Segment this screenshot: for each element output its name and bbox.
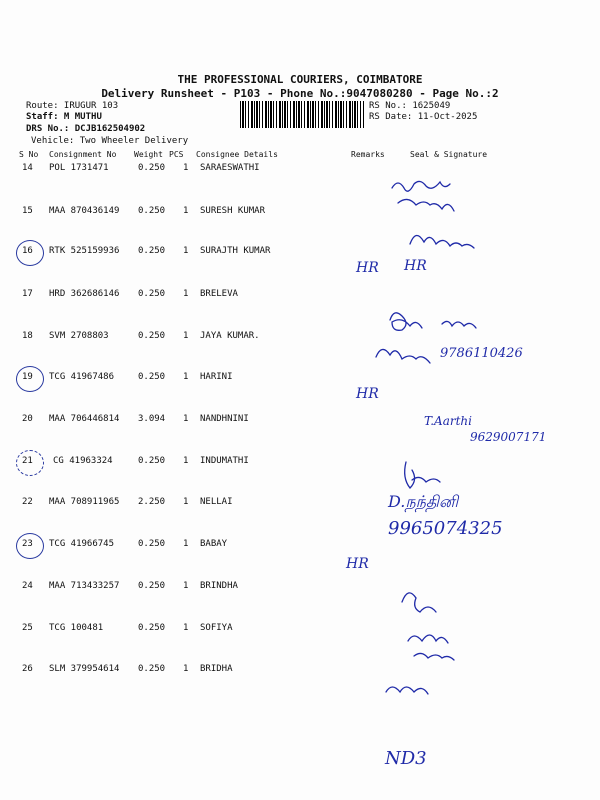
row-weight: 0.250 xyxy=(138,206,166,216)
row-consignment: MAA 708911965 xyxy=(49,497,120,507)
row-weight: 0.250 xyxy=(138,539,166,549)
row-consignee: HARINI xyxy=(200,372,233,382)
row-sno: 15 xyxy=(22,206,33,216)
row-sno: 24 xyxy=(22,581,33,591)
row-consignment: SLM 379954614 xyxy=(49,664,120,674)
row-consignment: MAA 713433257 xyxy=(49,581,120,591)
row-pcs: 1 xyxy=(183,414,189,424)
row-sno: 17 xyxy=(22,289,33,299)
row-consignee: SURAJTH KUMAR xyxy=(200,246,271,256)
handwritten-hr: HR xyxy=(356,260,379,276)
row-weight: 0.250 xyxy=(138,331,166,341)
handwritten-hr-mark: HR xyxy=(404,258,427,274)
signature-scribble xyxy=(390,313,422,331)
signature-scribble xyxy=(398,199,454,211)
row-consignee: BRINDHA xyxy=(200,581,238,591)
handwritten-phone: 9629007171 xyxy=(470,430,547,444)
drs-label: DRS No.: DCJB162504902 xyxy=(26,124,146,134)
signature-scribble xyxy=(442,321,476,328)
row-pcs: 1 xyxy=(183,539,189,549)
signature-scribble xyxy=(402,593,436,612)
row-sno: 19 xyxy=(22,372,33,382)
row-consignee: INDUMATHI xyxy=(200,456,249,466)
staff-label: Staff: M MUTHU xyxy=(26,112,102,122)
row-sno: 23 xyxy=(22,539,33,549)
row-pcs: 1 xyxy=(183,372,189,382)
company-title: THE PROFESSIONAL COURIERS, COIMBATORE xyxy=(177,73,423,86)
row-pcs: 1 xyxy=(183,623,189,633)
row-pcs: 1 xyxy=(183,456,189,466)
signature-scribble xyxy=(405,462,415,488)
row-pcs: 1 xyxy=(183,581,189,591)
row-pcs: 1 xyxy=(183,664,189,674)
row-consignment: SVM 2708803 xyxy=(49,331,109,341)
handwritten-nd3: ND3 xyxy=(385,748,427,769)
row-consignee: SOFIYA xyxy=(200,623,233,633)
row-weight: 0.250 xyxy=(138,372,166,382)
row-consignment: TCG 41967486 xyxy=(49,372,115,382)
signature-scribble xyxy=(408,635,448,643)
row-pcs: 1 xyxy=(183,206,189,216)
handwritten-phone: 9786110426 xyxy=(440,346,523,361)
row-weight: 0.250 xyxy=(138,581,166,591)
row-pcs: 1 xyxy=(183,331,189,341)
row-consignment: MAA 706446814 xyxy=(49,414,120,424)
row-consignment: POL 1731471 xyxy=(49,163,109,173)
col-weight: Weight xyxy=(134,150,163,159)
route-label: Route: IRUGUR 103 xyxy=(26,101,119,111)
row-pcs: 1 xyxy=(183,497,189,507)
row-sno: 20 xyxy=(22,414,33,424)
handwritten-hr: HR xyxy=(356,386,379,402)
row-sno: 26 xyxy=(22,664,33,674)
row-weight: 0.250 xyxy=(138,456,166,466)
row-pcs: 1 xyxy=(183,163,189,173)
row-sno: 21 xyxy=(22,456,33,466)
col-consignee: Consignee Details xyxy=(196,150,278,159)
runsheet-title: Delivery Runsheet - P103 - Phone No.:9047080280 - Page No.:2 xyxy=(101,87,499,100)
col-pcs: PCS xyxy=(169,150,184,159)
row-sno: 22 xyxy=(22,497,33,507)
rs-number: RS No.: 1625049 xyxy=(369,101,451,111)
col-seal-signature: Seal & Signature xyxy=(410,150,488,159)
row-consignee: SURESH KUMAR xyxy=(200,206,266,216)
row-sno: 14 xyxy=(22,163,33,173)
handwritten-hr: HR xyxy=(346,556,369,572)
signature-scribble xyxy=(414,653,454,660)
row-sno: 18 xyxy=(22,331,33,341)
row-consignment: TCG 100481 xyxy=(49,623,104,633)
row-consignee: NANDHNINI xyxy=(200,414,249,424)
row-sno: 16 xyxy=(22,246,33,256)
row-consignment: HRD 362686146 xyxy=(49,289,120,299)
signature-scribble xyxy=(392,181,450,191)
col-consignment: Consignment No xyxy=(49,150,117,159)
row-consignment: RTK 525159936 xyxy=(49,246,120,256)
row-pcs: 1 xyxy=(183,246,189,256)
signature-scribble xyxy=(412,477,440,482)
row-consignee: BABAY xyxy=(200,539,228,549)
row-weight: 0.250 xyxy=(138,289,166,299)
row-consignee: BRIDHA xyxy=(200,664,233,674)
row-consignment: TCG 41966745 xyxy=(49,539,115,549)
row-weight: 3.094 xyxy=(138,414,166,424)
col-sno: S No xyxy=(19,150,39,159)
row-consignee: JAYA KUMAR. xyxy=(200,331,260,341)
signature-scribble xyxy=(386,687,428,694)
handwritten-tamil-name: D.நந்தினி xyxy=(388,492,459,511)
signature-scribble xyxy=(376,349,430,363)
rs-date: RS Date: 11-Oct-2025 xyxy=(369,112,478,122)
signature-scribble xyxy=(410,235,474,248)
row-pcs: 1 xyxy=(183,289,189,299)
row-weight: 2.250 xyxy=(138,497,166,507)
row-weight: 0.250 xyxy=(138,246,166,256)
col-remarks: Remarks xyxy=(351,150,385,159)
handwritten-phone: 9965074325 xyxy=(388,518,503,539)
vehicle-label: Vehicle: Two Wheeler Delivery xyxy=(31,136,189,146)
row-consignment: MAA 870436149 xyxy=(49,206,120,216)
row-weight: 0.250 xyxy=(138,163,166,173)
row-sno: 25 xyxy=(22,623,33,633)
row-consignee: BRELEVA xyxy=(200,289,238,299)
row-consignee: NELLAI xyxy=(200,497,233,507)
row-weight: 0.250 xyxy=(138,623,166,633)
row-consignment: CG 41963324 xyxy=(53,456,113,466)
handwritten-name: T.Aarthi xyxy=(424,414,472,428)
row-weight: 0.250 xyxy=(138,664,166,674)
row-consignee: SARAESWATHI xyxy=(200,163,260,173)
